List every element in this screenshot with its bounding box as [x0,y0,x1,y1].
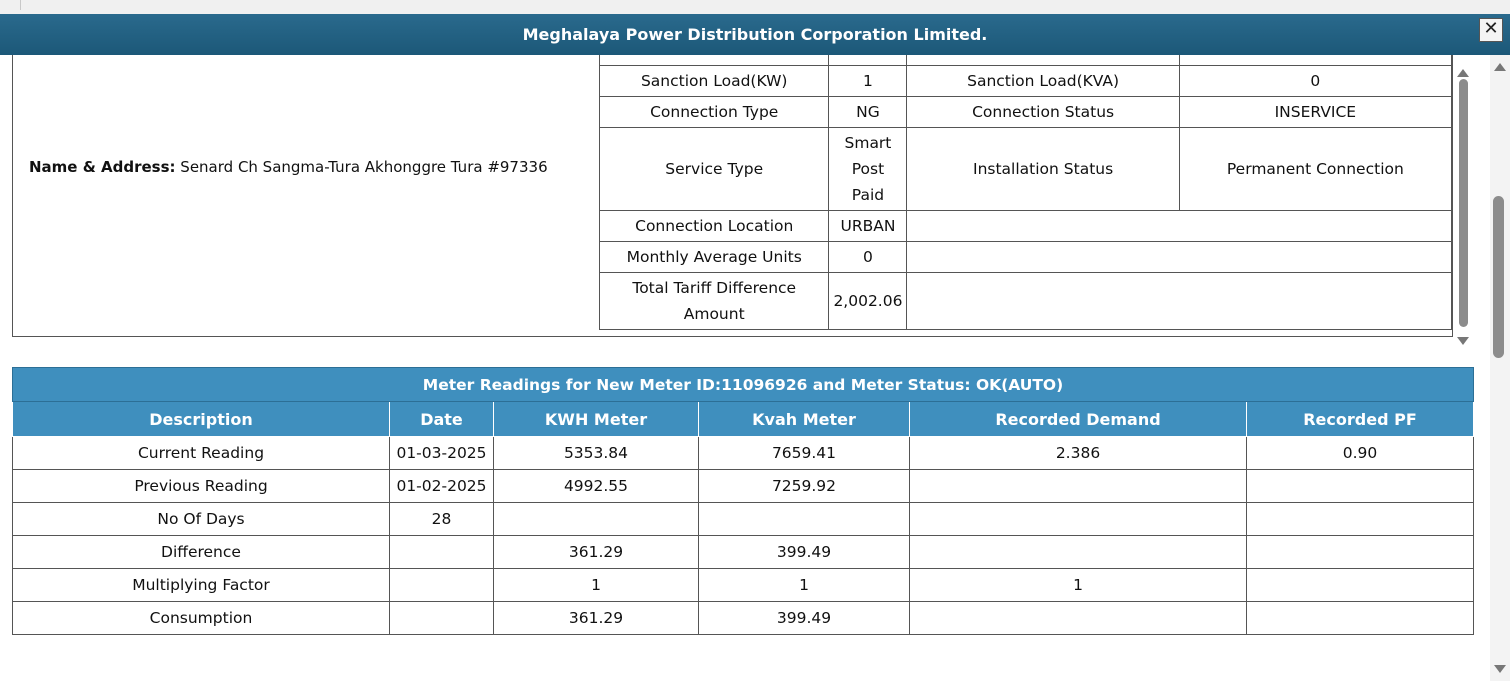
info-value: 2,002.06 [829,273,907,330]
info-value: URBAN [829,211,907,242]
info-cell [907,55,1179,66]
info-row [600,211,1452,242]
info-empty [907,211,1452,242]
cell-kvah: 7659.41 [699,437,910,470]
info-value: Permanent Connection [1179,128,1451,211]
cell-kwh: 361.29 [494,536,699,569]
cell-date [390,569,494,602]
info-value: 0 [1179,66,1451,97]
cell-kwh: 5353.84 [494,437,699,470]
info-value: 0 [829,242,907,273]
cell-demand: 2.386 [910,437,1247,470]
info-label: Connection Location [600,211,829,242]
cell-description: No Of Days [13,503,390,536]
cell-kvah: 399.49 [699,536,910,569]
name-address-value: Senard Ch Sangma-Tura Akhonggre Tura #97336 [180,158,548,176]
meter-readings-table [12,367,1474,635]
info-label: Total Tariff Difference Amount [600,273,829,330]
info-label: Connection Type [600,97,829,128]
info-empty [907,242,1452,273]
cell-kwh: 361.29 [494,602,699,635]
info-label: Service Type [600,128,829,211]
cell-demand [910,503,1247,536]
info-cell [1179,55,1451,66]
cell-date: 28 [390,503,494,536]
table-row [13,503,1474,536]
browser-top-strip [0,0,1510,15]
scroll-up-arrow-icon[interactable] [1494,63,1506,71]
info-value: NG [829,97,907,128]
cell-kvah: 1 [699,569,910,602]
cell-kvah: 399.49 [699,602,910,635]
info-panel-scrollbar[interactable] [1457,69,1469,355]
cell-kwh: 1 [494,569,699,602]
info-empty [907,273,1452,330]
cell-demand [910,536,1247,569]
close-button[interactable]: ✕ [1479,18,1503,42]
cell-kwh: 4992.55 [494,470,699,503]
meter-readings-section [12,367,1473,635]
info-value: Smart Post Paid [829,128,907,211]
cell-demand: 1 [910,569,1247,602]
cell-description: Consumption [13,602,390,635]
table-row [13,470,1474,503]
info-value: INSERVICE [1179,97,1451,128]
dialog-scrollbar[interactable] [1490,55,1510,681]
dialog-title: Meghalaya Power Distribution Corporation Limited. [0,14,1510,55]
cell-demand [910,602,1247,635]
cell-kvah: 7259.92 [699,470,910,503]
consumer-details-dialog [0,14,1510,681]
cell-description: Multiplying Factor [13,569,390,602]
header-recorded-demand: Recorded Demand [910,402,1247,437]
cell-kvah [699,503,910,536]
scroll-thumb[interactable] [1493,196,1504,358]
cell-date [390,602,494,635]
table-row [13,536,1474,569]
cell-pf: 0.90 [1247,437,1474,470]
header-kvah-meter: Kvah Meter [699,402,910,437]
info-value: 1 [829,66,907,97]
table-row [13,569,1474,602]
cell-description: Difference [13,536,390,569]
scroll-up-arrow-icon[interactable] [1457,69,1469,77]
cell-pf [1247,536,1474,569]
cell-date [390,536,494,569]
cell-pf [1247,602,1474,635]
info-row [600,66,1452,97]
info-cell [829,55,907,66]
header-date: Date [390,402,494,437]
info-label: Connection Status [907,97,1179,128]
header-kwh-meter: KWH Meter [494,402,699,437]
cell-date: 01-03-2025 [390,437,494,470]
cell-demand [910,470,1247,503]
header-recorded-pf: Recorded PF [1247,402,1474,437]
meter-header-row [13,402,1474,437]
cell-pf [1247,569,1474,602]
info-label: Monthly Average Units [600,242,829,273]
scroll-down-arrow-icon[interactable] [1457,337,1469,345]
scroll-down-arrow-icon[interactable] [1494,665,1506,673]
scroll-thumb[interactable] [1459,79,1468,327]
info-row-cutoff [600,55,1452,66]
cell-date: 01-02-2025 [390,470,494,503]
info-row [600,273,1452,330]
cell-description: Previous Reading [13,470,390,503]
tab-divider [20,0,21,10]
name-address-label: Name & Address: [29,158,176,176]
dialog-content [0,55,1490,681]
cell-pf [1247,503,1474,536]
cell-description: Current Reading [13,437,390,470]
info-row [600,242,1452,273]
cell-pf [1247,470,1474,503]
table-row [13,602,1474,635]
info-row [600,97,1452,128]
info-row [600,128,1452,211]
table-row [13,437,1474,470]
cell-kwh [494,503,699,536]
name-address [29,158,548,176]
info-label: Sanction Load(KVA) [907,66,1179,97]
meter-caption: Meter Readings for New Meter ID:11096926 and Meter Status: OK(AUTO) [13,368,1474,402]
info-label: Installation Status [907,128,1179,211]
info-label: Sanction Load(KW) [600,66,829,97]
info-cell [600,55,829,66]
header-description: Description [13,402,390,437]
consumer-info-panel [12,55,1453,337]
connection-info-table [599,55,1452,330]
